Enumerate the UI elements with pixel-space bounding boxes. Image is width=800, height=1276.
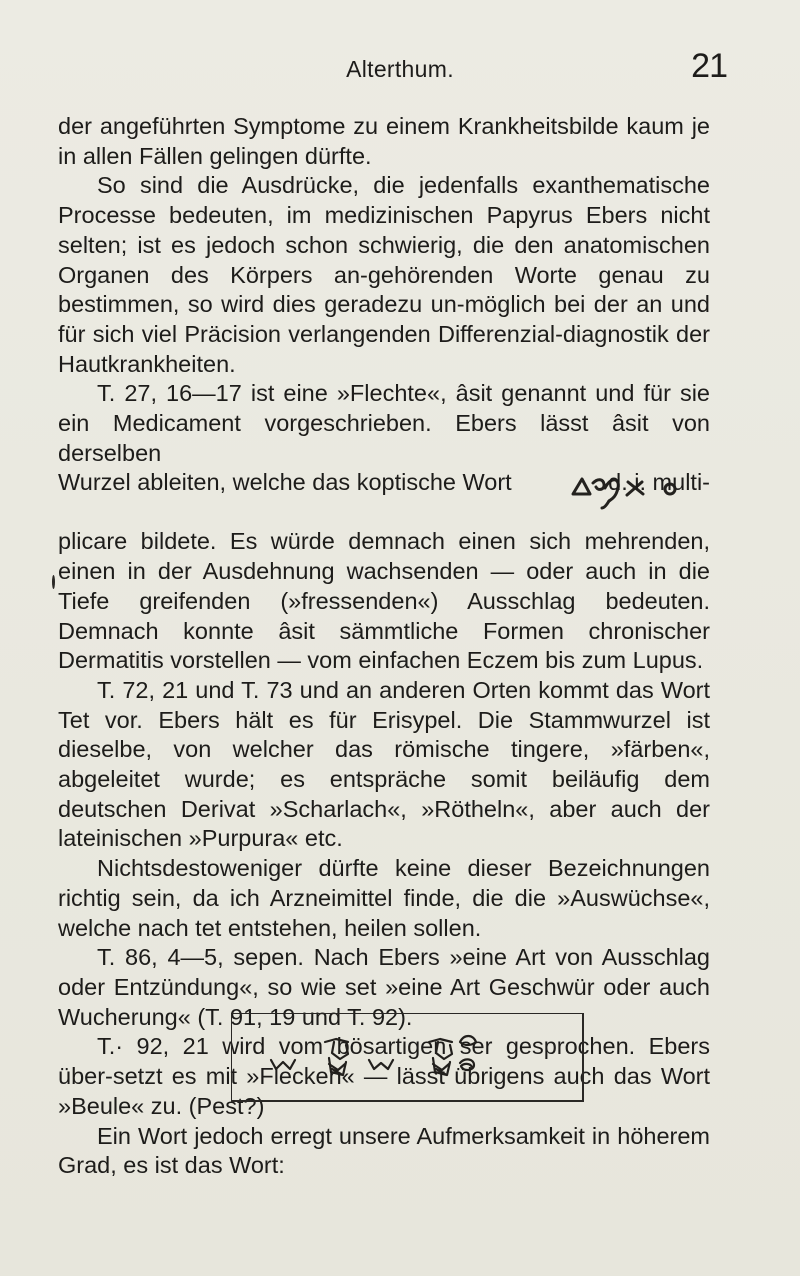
paragraph-3-start: T. 27, 16—17 ist eine »Flechte«, âsit genannt und für sie ein Medicament vorgeschrieben. Ebers lässt âsit von derselben	[58, 380, 710, 466]
paragraph-1: der angeführten Symptome zu einem Krankheitsbilde kaum je in allen Fällen gelingen dürfte.	[58, 113, 710, 169]
paragraph-3-end: plicare bildete. Es würde demnach einen sich mehrenden, einen in der Ausdehnung wachsenden — oder auch in die Tiefe greifenden (»fressenden«) Ausschlag bedeuten. Demnach konnte âsit sämmtliche Formen chronischer Dermatitis vorstellen — vom einfachen Eczem bis zum Lupus.	[58, 528, 710, 674]
page-number: 21	[691, 47, 727, 85]
paragraph-6: T. 86, 4—5, sepen. Nach Ebers »eine Art von Ausschlag oder Entzündung«, so wie set »eine Art Geschwür oder auch Wucherung« (T. 91, 19 und T. 92).	[58, 944, 710, 1030]
hieroglyph-box	[231, 1013, 584, 1102]
paragraph-2: So sind die Ausdrücke, die jedenfalls exanthematische Processe bedeuten, im medizinischen Papyrus Ebers nicht selten; ist es jedoch schon schwierig, die den anatomischen Organen des Körpers an-gehörenden Worte genau zu bestimmen, so wird dies geradezu un-möglich bei der an und für sich viel Präcision verlangenden Differenzial-diagnostik der Hautkrankheiten.	[58, 172, 710, 377]
paragraph-7: T.· 92, 21 wird vom bösartigen ser gesprochen. Ebers über-setzt es mit »Flecken« — lässt übrigens auch das Wort »Beule« zu. (Pest?)	[58, 1033, 710, 1119]
running-head: Alterthum.	[346, 56, 454, 82]
hieroglyph-icon	[232, 1014, 582, 1100]
paragraph-4: T. 72, 21 und T. 73 und an anderen Orten kommt das Wort Tet vor. Ebers hält es für Erisypel. Die Stammwurzel ist dieselbe, von welcher das römische tingere, »färben«, abgeleitet wurde; es entspräche somit beiläufig dem deutschen Derivat »Scharlach«, »Rötheln«, aber auch der lateinischen »Purpura« etc.	[58, 676, 710, 852]
coptic-line-text-left: Wurzel ableiten, welche das koptische Wort	[58, 469, 512, 496]
paragraph-5: Nichtsdestoweniger dürfte keine dieser Bezeichnungen richtig sein, da ich Arzneimittel finde, die die »Auswüchse«, welche nach tet entstehen, heilen sollen.	[58, 855, 710, 941]
coptic-line-text-right: d. i. multi-	[608, 469, 710, 496]
printing-mark	[52, 575, 55, 589]
coptic-word-line	[58, 468, 710, 527]
paragraph-8: Ein Wort jedoch erregt unsere Aufmerksamkeit in höherem Grad, es ist das Wort:	[58, 1122, 710, 1179]
